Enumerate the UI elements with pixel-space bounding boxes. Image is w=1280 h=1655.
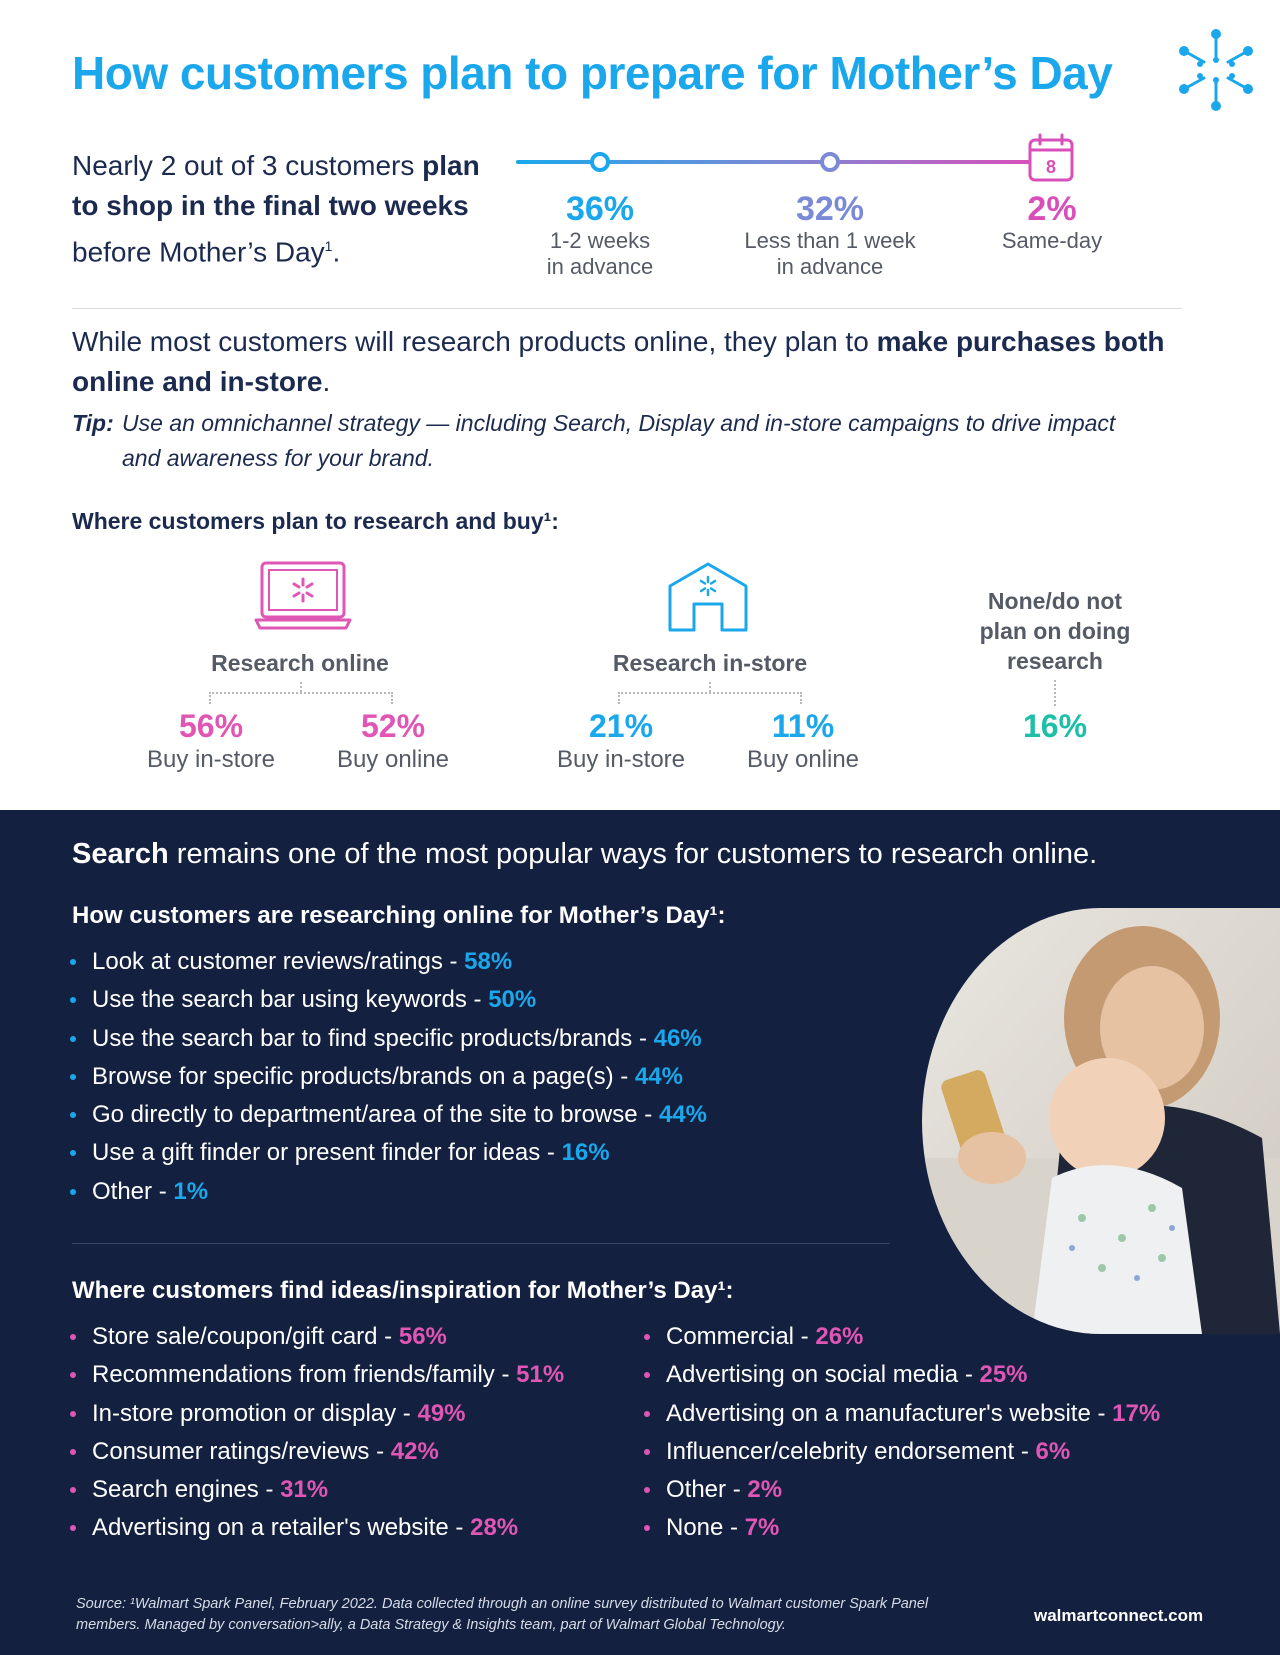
- intro-bold: plan to shop in the final two weeks: [72, 150, 480, 221]
- online-buy-instore-pct: 56%: [178, 708, 244, 744]
- timeline-stat-1: [490, 190, 710, 280]
- timeline-pct: 32%: [795, 190, 865, 228]
- online-buy-online-label: Buy online: [336, 746, 450, 773]
- calendar-icon: [1027, 132, 1075, 184]
- list-item: Store sale/coupon/gift card - 56%: [70, 1318, 564, 1356]
- research-online-label: Research online: [211, 650, 389, 676]
- list-item: Influencer/celebrity endorsement - 6%: [644, 1433, 1160, 1471]
- bracket-stem: [300, 682, 302, 692]
- timeline-label: in advance: [776, 254, 884, 279]
- list-item: In-store promotion or display - 49%: [70, 1395, 564, 1433]
- list-item: Recommendations from friends/family - 51%: [70, 1356, 564, 1394]
- research-heading: Where customers plan to research and buy¹:: [72, 508, 559, 534]
- list-item: Consumer ratings/reviews - 42%: [70, 1433, 564, 1471]
- list-item: Look at customer reviews/ratings - 58%: [70, 943, 707, 981]
- online-research-list: [70, 943, 707, 1211]
- research-online-title: [190, 648, 410, 678]
- search-lead-rest: remains one of the most popular ways for customers to research online.: [168, 838, 1098, 870]
- instore-buy-instore-pct: 21%: [588, 708, 654, 744]
- timeline: [512, 128, 1103, 288]
- online-buy-instore-label: Buy in-store: [146, 746, 276, 773]
- footnote-marker: 1: [324, 238, 333, 254]
- divider: [72, 308, 1182, 309]
- intro-text: [72, 146, 492, 272]
- intro-part2: before Mother’s Day: [72, 236, 325, 268]
- instore-buy-online-label: Buy online: [746, 746, 860, 773]
- tip-label: Tip:: [72, 410, 114, 436]
- lead-end: .: [322, 366, 331, 397]
- timeline-label: Same-day: [1001, 228, 1103, 253]
- timeline-dot-1: [590, 152, 610, 172]
- timeline-stat-2: [720, 190, 940, 280]
- intro-end: .: [332, 236, 341, 268]
- ideas-heading: Where customers find ideas/inspiration for Mother’s Day¹:: [72, 1277, 734, 1304]
- bracket-online: [209, 692, 393, 704]
- list-item: Search engines - 31%: [70, 1471, 564, 1509]
- spark-icon: [1176, 28, 1256, 112]
- search-lead: [72, 838, 1097, 871]
- list-item: Use the search bar to find specific products/brands - 46%: [70, 1020, 707, 1058]
- timeline-stat-3: [942, 190, 1162, 254]
- list-item: Other - 1%: [70, 1173, 707, 1211]
- research-instore-title: [600, 648, 820, 678]
- list-item: Advertising on a manufacturer's website - 17%: [644, 1395, 1160, 1433]
- laptop-icon: [254, 560, 352, 632]
- bracket-instore: [618, 692, 802, 704]
- research-none-title: [935, 586, 1175, 676]
- research-none-line: plan on doing: [979, 618, 1131, 644]
- tip-text: Use an omnichannel strategy — including Search, Display and in-store campaigns to drive impact and awareness for your brand.: [122, 410, 1116, 471]
- list-item: Other - 2%: [644, 1471, 1160, 1509]
- timeline-label: 1-2 weeks: [549, 228, 651, 253]
- timeline-dot-2: [820, 152, 840, 172]
- ideas-list-left: [70, 1318, 564, 1548]
- source-footnote: Source: ¹Walmart Spark Panel, February 2022. Data collected through an online survey distributed to Walmart customer Spark Panel members. Managed by conversation>ally, a Data Strategy & Insights team, part of Walmart Global Technology.: [76, 1596, 929, 1633]
- instore-buy-instore-label: Buy in-store: [556, 746, 686, 773]
- timeline-label: in advance: [546, 254, 654, 279]
- calendar-day: 8: [1045, 157, 1057, 177]
- bracket-stem: [709, 682, 711, 692]
- list-item: Use a gift finder or present finder for ideas - 16%: [70, 1134, 707, 1172]
- store-icon: [666, 560, 750, 632]
- list-item: Advertising on a retailer's website - 28%: [70, 1509, 564, 1547]
- search-lead-bold: Search: [72, 838, 169, 870]
- list-item: Go directly to department/area of the site to browse - 44%: [70, 1096, 707, 1134]
- list-item: Commercial - 26%: [644, 1318, 1160, 1356]
- divider: [72, 1243, 890, 1244]
- none-pct: 16%: [1022, 708, 1088, 744]
- lead-bold: make purchases both online and in-store: [72, 326, 1165, 397]
- tip: [72, 406, 1132, 476]
- omnichannel-lead: [72, 322, 1202, 402]
- online-buy-online-pct: 52%: [360, 708, 426, 744]
- research-none-line: research: [1007, 648, 1103, 674]
- site-link[interactable]: walmartconnect.com: [1034, 1606, 1204, 1625]
- mother-and-baby-photo: [922, 908, 1280, 1334]
- ideas-list-right: [644, 1318, 1160, 1548]
- list-item: Use the search bar using keywords - 50%: [70, 981, 707, 1019]
- intro-part1: Nearly 2 out of 3 customers: [72, 150, 423, 181]
- online-research-heading: How customers are researching online for Mother’s Day¹:: [72, 902, 726, 929]
- timeline-label: Less than 1 week: [744, 228, 916, 253]
- none-stem: [1054, 680, 1056, 706]
- lead-part1: While most customers will research products online, they plan to: [72, 326, 877, 357]
- timeline-pct: 36%: [565, 190, 635, 228]
- list-item: Browse for specific products/brands on a page(s) - 44%: [70, 1058, 707, 1096]
- search-section: [0, 810, 1280, 1655]
- research-none-line: None/do not: [987, 588, 1123, 614]
- page-title: How customers plan to prepare for Mother’s Day: [72, 47, 1113, 99]
- research-instore-label: Research in-store: [612, 650, 808, 676]
- timeline-pct: 2%: [1027, 190, 1077, 228]
- instore-buy-online-pct: 11%: [771, 708, 835, 744]
- list-item: Advertising on social media - 25%: [644, 1356, 1160, 1394]
- list-item: None - 7%: [644, 1509, 1160, 1547]
